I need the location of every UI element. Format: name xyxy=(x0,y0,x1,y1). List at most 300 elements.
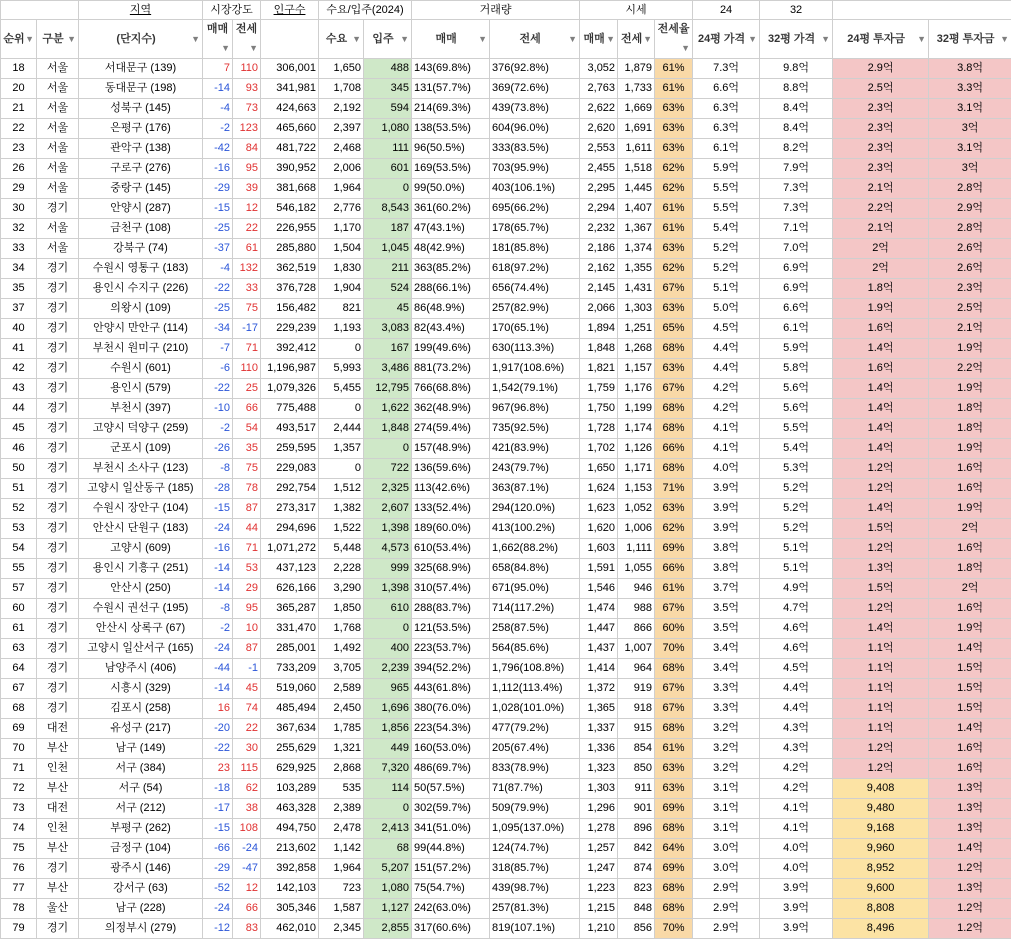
cell-demand[interactable]: 1,785 xyxy=(319,719,364,739)
cell-p32[interactable]: 6.9억 xyxy=(760,279,833,299)
cell-p32[interactable]: 5.2억 xyxy=(760,479,833,499)
cell-trade_j[interactable]: 630(113.3%) xyxy=(490,339,580,359)
cell-p32[interactable]: 5.6억 xyxy=(760,379,833,399)
cell-type[interactable]: 경기 xyxy=(37,319,79,339)
cell-p24[interactable]: 3.1억 xyxy=(693,799,760,819)
cell-i24[interactable]: 1.1억 xyxy=(833,679,929,699)
cell-js[interactable]: 95 xyxy=(233,159,261,179)
cell-trade_j[interactable]: 294(120.0%) xyxy=(490,499,580,519)
cell-p24[interactable]: 5.1억 xyxy=(693,279,760,299)
cell-i32[interactable]: 1.2억 xyxy=(929,899,1011,919)
cell-ms[interactable]: -44 xyxy=(203,659,233,679)
cell-js[interactable]: -1 xyxy=(233,659,261,679)
cell-type[interactable]: 부산 xyxy=(37,839,79,859)
cell-type[interactable]: 경기 xyxy=(37,419,79,439)
cell-rank[interactable]: 73 xyxy=(1,799,37,819)
cell-i32[interactable]: 3억 xyxy=(929,159,1011,179)
cell-js[interactable]: 83 xyxy=(233,919,261,939)
cell-pop[interactable]: 376,728 xyxy=(261,279,319,299)
cell-ms[interactable]: -28 xyxy=(203,479,233,499)
cell-price_s[interactable]: 1,337 xyxy=(580,719,618,739)
cell-type[interactable]: 경기 xyxy=(37,519,79,539)
cell-rank[interactable]: 30 xyxy=(1,199,37,219)
cell-p24[interactable]: 4.1억 xyxy=(693,439,760,459)
cell-trade_s[interactable]: 82(43.4%) xyxy=(412,319,490,339)
cell-js[interactable]: 108 xyxy=(233,819,261,839)
cell-trade_s[interactable]: 136(59.6%) xyxy=(412,459,490,479)
cell-price_s[interactable]: 1,624 xyxy=(580,479,618,499)
cell-p24[interactable]: 3.0억 xyxy=(693,839,760,859)
cell-price_s[interactable]: 1,447 xyxy=(580,619,618,639)
cell-ratio[interactable]: 68% xyxy=(655,879,693,899)
cell-trade_s[interactable]: 223(54.3%) xyxy=(412,719,490,739)
cell-supply[interactable]: 2,413 xyxy=(364,819,412,839)
cell-demand[interactable]: 2,589 xyxy=(319,679,364,699)
cell-ms[interactable]: -34 xyxy=(203,319,233,339)
cell-p32[interactable]: 7.1억 xyxy=(760,219,833,239)
cell-i32[interactable]: 1.3억 xyxy=(929,879,1011,899)
cell-ratio[interactable]: 69% xyxy=(655,539,693,559)
cell-p24[interactable]: 3.0억 xyxy=(693,859,760,879)
cell-p32[interactable]: 4.3억 xyxy=(760,739,833,759)
cell-trade_s[interactable]: 394(52.2%) xyxy=(412,659,490,679)
cell-supply[interactable]: 211 xyxy=(364,259,412,279)
cell-type[interactable]: 경기 xyxy=(37,859,79,879)
cell-type[interactable]: 부산 xyxy=(37,879,79,899)
cell-price_s[interactable]: 1,848 xyxy=(580,339,618,359)
cell-demand[interactable]: 1,964 xyxy=(319,859,364,879)
cell-rank[interactable]: 54 xyxy=(1,539,37,559)
cell-price_j[interactable]: 1,518 xyxy=(618,159,655,179)
cell-price_s[interactable]: 1,223 xyxy=(580,879,618,899)
cell-pop[interactable]: 1,196,987 xyxy=(261,359,319,379)
cell-price_s[interactable]: 1,323 xyxy=(580,759,618,779)
cell-p32[interactable]: 8.2억 xyxy=(760,139,833,159)
column-header-p24[interactable] xyxy=(693,20,760,59)
region-group-header[interactable]: 지역 xyxy=(79,1,203,20)
cell-trade_j[interactable]: 671(95.0%) xyxy=(490,579,580,599)
cell-i32[interactable]: 1.5억 xyxy=(929,679,1011,699)
cell-rank[interactable]: 26 xyxy=(1,159,37,179)
cell-price_j[interactable]: 964 xyxy=(618,659,655,679)
cell-i32[interactable]: 1.6억 xyxy=(929,479,1011,499)
cell-demand[interactable]: 2,389 xyxy=(319,799,364,819)
cell-js[interactable]: 123 xyxy=(233,119,261,139)
cell-p32[interactable]: 7.9억 xyxy=(760,159,833,179)
cell-price_j[interactable]: 919 xyxy=(618,679,655,699)
cell-trade_s[interactable]: 310(57.4%) xyxy=(412,579,490,599)
cell-price_s[interactable]: 2,162 xyxy=(580,259,618,279)
cell-p24[interactable]: 4.5억 xyxy=(693,319,760,339)
cell-region[interactable]: 수원시 (601) xyxy=(79,359,203,379)
cell-i24[interactable]: 1.3억 xyxy=(833,559,929,579)
cell-ms[interactable]: -2 xyxy=(203,419,233,439)
cell-demand[interactable]: 2,468 xyxy=(319,139,364,159)
cell-trade_j[interactable]: 333(83.5%) xyxy=(490,139,580,159)
cell-trade_s[interactable]: 766(68.8%) xyxy=(412,379,490,399)
cell-region[interactable]: 의왕시 (109) xyxy=(79,299,203,319)
cell-ratio[interactable]: 69% xyxy=(655,859,693,879)
cell-pop[interactable]: 733,209 xyxy=(261,659,319,679)
cell-region[interactable]: 금천구 (108) xyxy=(79,219,203,239)
cell-p24[interactable]: 3.8억 xyxy=(693,559,760,579)
cell-i24[interactable]: 1.5억 xyxy=(833,519,929,539)
cell-ms[interactable]: -22 xyxy=(203,379,233,399)
cell-p24[interactable]: 4.0억 xyxy=(693,459,760,479)
cell-js[interactable]: 38 xyxy=(233,799,261,819)
cell-pop[interactable]: 292,754 xyxy=(261,479,319,499)
cell-ms[interactable]: -7 xyxy=(203,339,233,359)
column-header-price_j[interactable] xyxy=(618,20,655,59)
filter-icon[interactable]: ▼ xyxy=(606,30,615,49)
cell-price_s[interactable]: 2,186 xyxy=(580,239,618,259)
cell-trade_s[interactable]: 363(85.2%) xyxy=(412,259,490,279)
cell-trade_s[interactable]: 362(48.9%) xyxy=(412,399,490,419)
cell-js[interactable]: -24 xyxy=(233,839,261,859)
cell-p24[interactable]: 7.3억 xyxy=(693,59,760,79)
column-header-price_s[interactable] xyxy=(580,20,618,59)
cell-rank[interactable]: 50 xyxy=(1,459,37,479)
cell-rank[interactable]: 70 xyxy=(1,739,37,759)
cell-rank[interactable]: 64 xyxy=(1,659,37,679)
cell-region[interactable]: 안산시 단원구 (183) xyxy=(79,519,203,539)
cell-ms[interactable]: -66 xyxy=(203,839,233,859)
cell-i24[interactable]: 1.2억 xyxy=(833,759,929,779)
cell-trade_s[interactable]: 881(73.2%) xyxy=(412,359,490,379)
cell-region[interactable]: 서구 (212) xyxy=(79,799,203,819)
cell-supply[interactable]: 1,080 xyxy=(364,879,412,899)
cell-pop[interactable]: 390,952 xyxy=(261,159,319,179)
cell-pop[interactable]: 1,079,326 xyxy=(261,379,319,399)
cell-trade_j[interactable]: 658(84.8%) xyxy=(490,559,580,579)
cell-trade_j[interactable]: 178(65.7%) xyxy=(490,219,580,239)
column-header-p32[interactable] xyxy=(760,20,833,59)
cell-trade_s[interactable]: 380(76.0%) xyxy=(412,699,490,719)
cell-trade_s[interactable]: 121(53.5%) xyxy=(412,619,490,639)
cell-price_s[interactable]: 2,763 xyxy=(580,79,618,99)
cell-region[interactable]: 남구 (149) xyxy=(79,739,203,759)
cell-trade_s[interactable]: 325(68.9%) xyxy=(412,559,490,579)
cell-type[interactable]: 서울 xyxy=(37,219,79,239)
cell-i32[interactable]: 2.2억 xyxy=(929,359,1011,379)
cell-type[interactable]: 부산 xyxy=(37,739,79,759)
cell-rank[interactable]: 34 xyxy=(1,259,37,279)
cell-i24[interactable]: 1.4억 xyxy=(833,619,929,639)
cell-i24[interactable]: 2.3억 xyxy=(833,119,929,139)
cell-ratio[interactable]: 62% xyxy=(655,159,693,179)
cell-p32[interactable]: 4.0억 xyxy=(760,839,833,859)
cell-pop[interactable]: 629,925 xyxy=(261,759,319,779)
cell-pop[interactable]: 341,981 xyxy=(261,79,319,99)
cell-price_s[interactable]: 2,455 xyxy=(580,159,618,179)
cell-pop[interactable]: 463,328 xyxy=(261,799,319,819)
cell-price_s[interactable]: 1,728 xyxy=(580,419,618,439)
cell-ratio[interactable]: 68% xyxy=(655,339,693,359)
cell-pop[interactable]: 103,289 xyxy=(261,779,319,799)
cell-region[interactable]: 서구 (384) xyxy=(79,759,203,779)
cell-price_j[interactable]: 1,153 xyxy=(618,479,655,499)
cell-demand[interactable]: 1,830 xyxy=(319,259,364,279)
cell-ms[interactable]: -2 xyxy=(203,119,233,139)
cell-price_s[interactable]: 1,215 xyxy=(580,899,618,919)
cell-p24[interactable]: 5.5억 xyxy=(693,179,760,199)
cell-i24[interactable]: 1.4억 xyxy=(833,399,929,419)
cell-rank[interactable]: 51 xyxy=(1,479,37,499)
cell-type[interactable]: 경기 xyxy=(37,499,79,519)
cell-p24[interactable]: 5.2억 xyxy=(693,259,760,279)
cell-supply[interactable]: 1,080 xyxy=(364,119,412,139)
cell-supply[interactable]: 1,622 xyxy=(364,399,412,419)
cell-trade_s[interactable]: 486(69.7%) xyxy=(412,759,490,779)
cell-js[interactable]: 87 xyxy=(233,499,261,519)
cell-p24[interactable]: 4.2억 xyxy=(693,379,760,399)
cell-price_s[interactable]: 1,623 xyxy=(580,499,618,519)
cell-rank[interactable]: 55 xyxy=(1,559,37,579)
cell-i32[interactable]: 2억 xyxy=(929,579,1011,599)
cell-js[interactable]: 74 xyxy=(233,699,261,719)
cell-trade_s[interactable]: 151(57.2%) xyxy=(412,859,490,879)
cell-trade_j[interactable]: 1,095(137.0%) xyxy=(490,819,580,839)
cell-p24[interactable]: 3.2억 xyxy=(693,719,760,739)
cell-region[interactable]: 고양시 덕양구 (259) xyxy=(79,419,203,439)
cell-demand[interactable]: 2,006 xyxy=(319,159,364,179)
cell-trade_j[interactable]: 477(79.2%) xyxy=(490,719,580,739)
cell-demand[interactable]: 1,512 xyxy=(319,479,364,499)
cell-trade_j[interactable]: 363(87.1%) xyxy=(490,479,580,499)
cell-demand[interactable]: 3,290 xyxy=(319,579,364,599)
cell-demand[interactable]: 2,397 xyxy=(319,119,364,139)
cell-demand[interactable]: 1,382 xyxy=(319,499,364,519)
cell-i24[interactable]: 2.9억 xyxy=(833,59,929,79)
cell-i32[interactable]: 1.6억 xyxy=(929,599,1011,619)
cell-ms[interactable]: -12 xyxy=(203,919,233,939)
cell-type[interactable]: 경기 xyxy=(37,539,79,559)
cell-i24[interactable]: 8,808 xyxy=(833,899,929,919)
cell-trade_j[interactable]: 413(100.2%) xyxy=(490,519,580,539)
cell-price_j[interactable]: 866 xyxy=(618,619,655,639)
cell-rank[interactable]: 18 xyxy=(1,59,37,79)
cell-trade_j[interactable]: 257(82.9%) xyxy=(490,299,580,319)
cell-supply[interactable]: 2,607 xyxy=(364,499,412,519)
cell-region[interactable]: 서구 (54) xyxy=(79,779,203,799)
cell-trade_j[interactable]: 205(67.4%) xyxy=(490,739,580,759)
cell-ms[interactable]: -24 xyxy=(203,639,233,659)
filter-icon[interactable]: ▼ xyxy=(400,30,409,49)
cell-price_s[interactable]: 1,372 xyxy=(580,679,618,699)
cell-ms[interactable]: -4 xyxy=(203,99,233,119)
cell-trade_s[interactable]: 189(60.0%) xyxy=(412,519,490,539)
cell-demand[interactable]: 1,321 xyxy=(319,739,364,759)
cell-i24[interactable]: 1.1억 xyxy=(833,719,929,739)
cell-trade_s[interactable]: 99(44.8%) xyxy=(412,839,490,859)
cell-price_j[interactable]: 874 xyxy=(618,859,655,879)
cell-ratio[interactable]: 62% xyxy=(655,519,693,539)
cell-js[interactable]: 71 xyxy=(233,339,261,359)
supply-group-header[interactable]: 수요/입주(2024) xyxy=(319,1,412,20)
cell-p24[interactable]: 3.8억 xyxy=(693,539,760,559)
cell-trade_j[interactable]: 703(95.9%) xyxy=(490,159,580,179)
cell-js[interactable]: 66 xyxy=(233,899,261,919)
cell-i32[interactable]: 3.1억 xyxy=(929,139,1011,159)
cell-rank[interactable]: 67 xyxy=(1,679,37,699)
cell-pop[interactable]: 365,287 xyxy=(261,599,319,619)
cell-pop[interactable]: 306,001 xyxy=(261,59,319,79)
cell-ratio[interactable]: 63% xyxy=(655,299,693,319)
cell-type[interactable]: 경기 xyxy=(37,919,79,939)
cell-demand[interactable]: 5,993 xyxy=(319,359,364,379)
cell-price_j[interactable]: 1,367 xyxy=(618,219,655,239)
cell-price_j[interactable]: 1,691 xyxy=(618,119,655,139)
cell-trade_s[interactable]: 113(42.6%) xyxy=(412,479,490,499)
cell-i24[interactable]: 9,480 xyxy=(833,799,929,819)
cell-price_s[interactable]: 1,759 xyxy=(580,379,618,399)
cell-trade_s[interactable]: 214(69.3%) xyxy=(412,99,490,119)
cell-pop[interactable]: 255,629 xyxy=(261,739,319,759)
cell-p32[interactable]: 4.6억 xyxy=(760,639,833,659)
cell-trade_j[interactable]: 1,662(88.2%) xyxy=(490,539,580,559)
cell-p32[interactable]: 4.3억 xyxy=(760,719,833,739)
cell-type[interactable]: 서울 xyxy=(37,119,79,139)
cell-p32[interactable]: 4.0억 xyxy=(760,859,833,879)
cell-pop[interactable]: 493,517 xyxy=(261,419,319,439)
cell-i24[interactable]: 1.8억 xyxy=(833,279,929,299)
cell-i32[interactable]: 1.8억 xyxy=(929,399,1011,419)
cell-ratio[interactable]: 70% xyxy=(655,639,693,659)
cell-ratio[interactable]: 71% xyxy=(655,479,693,499)
cell-trade_s[interactable]: 47(43.1%) xyxy=(412,219,490,239)
cell-region[interactable]: 안산시 상록구 (67) xyxy=(79,619,203,639)
cell-rank[interactable]: 74 xyxy=(1,819,37,839)
cell-price_s[interactable]: 1,821 xyxy=(580,359,618,379)
cell-ratio[interactable]: 67% xyxy=(655,379,693,399)
cell-i32[interactable]: 1.5억 xyxy=(929,699,1011,719)
cell-demand[interactable]: 1,904 xyxy=(319,279,364,299)
cell-rank[interactable]: 53 xyxy=(1,519,37,539)
cell-trade_j[interactable]: 1,796(108.8%) xyxy=(490,659,580,679)
cell-p24[interactable]: 3.4억 xyxy=(693,659,760,679)
cell-pop[interactable]: 229,083 xyxy=(261,459,319,479)
cell-trade_j[interactable]: 735(92.5%) xyxy=(490,419,580,439)
cell-pop[interactable]: 273,317 xyxy=(261,499,319,519)
cell-demand[interactable]: 1,142 xyxy=(319,839,364,859)
cell-region[interactable]: 수원시 권선구 (195) xyxy=(79,599,203,619)
cell-i32[interactable]: 1.8억 xyxy=(929,419,1011,439)
cell-region[interactable]: 용인시 수지구 (226) xyxy=(79,279,203,299)
cell-rank[interactable]: 57 xyxy=(1,579,37,599)
cell-type[interactable]: 경기 xyxy=(37,399,79,419)
cell-js[interactable]: 33 xyxy=(233,279,261,299)
cell-js[interactable]: 35 xyxy=(233,439,261,459)
cell-trade_j[interactable]: 124(74.7%) xyxy=(490,839,580,859)
cell-ms[interactable]: -14 xyxy=(203,679,233,699)
cell-ratio[interactable]: 61% xyxy=(655,219,693,239)
cell-i24[interactable]: 1.6억 xyxy=(833,319,929,339)
n32-header[interactable]: 32 xyxy=(760,1,833,20)
cell-i32[interactable]: 1.9억 xyxy=(929,439,1011,459)
cell-demand[interactable]: 2,478 xyxy=(319,819,364,839)
cell-region[interactable]: 의정부시 (279) xyxy=(79,919,203,939)
cell-supply[interactable]: 114 xyxy=(364,779,412,799)
cell-supply[interactable]: 111 xyxy=(364,139,412,159)
cell-js[interactable]: 75 xyxy=(233,299,261,319)
cell-js[interactable]: 44 xyxy=(233,519,261,539)
column-header-region[interactable] xyxy=(79,20,203,59)
cell-p24[interactable]: 3.3억 xyxy=(693,679,760,699)
cell-i24[interactable]: 9,960 xyxy=(833,839,929,859)
cell-p24[interactable]: 3.5억 xyxy=(693,619,760,639)
cell-p32[interactable]: 5.1억 xyxy=(760,559,833,579)
cell-rank[interactable]: 69 xyxy=(1,719,37,739)
cell-trade_j[interactable]: 695(66.2%) xyxy=(490,199,580,219)
cell-demand[interactable]: 2,345 xyxy=(319,919,364,939)
cell-p32[interactable]: 3.9억 xyxy=(760,919,833,939)
cell-trade_j[interactable]: 170(65.1%) xyxy=(490,319,580,339)
cell-supply[interactable]: 4,573 xyxy=(364,539,412,559)
cell-trade_s[interactable]: 75(54.7%) xyxy=(412,879,490,899)
cell-trade_j[interactable]: 819(107.1%) xyxy=(490,919,580,939)
cell-price_s[interactable]: 2,145 xyxy=(580,279,618,299)
cell-price_j[interactable]: 1,126 xyxy=(618,439,655,459)
cell-demand[interactable]: 1,170 xyxy=(319,219,364,239)
cell-p24[interactable]: 3.1억 xyxy=(693,819,760,839)
cell-ms[interactable]: 16 xyxy=(203,699,233,719)
cell-type[interactable]: 경기 xyxy=(37,639,79,659)
cell-i32[interactable]: 1.4억 xyxy=(929,839,1011,859)
cell-type[interactable]: 경기 xyxy=(37,559,79,579)
cell-i32[interactable]: 3.1억 xyxy=(929,99,1011,119)
cell-p24[interactable]: 6.3억 xyxy=(693,99,760,119)
cell-region[interactable]: 관악구 (138) xyxy=(79,139,203,159)
cell-region[interactable]: 부천시 원미구 (210) xyxy=(79,339,203,359)
cell-trade_j[interactable]: 1,917(108.6%) xyxy=(490,359,580,379)
cell-price_j[interactable]: 856 xyxy=(618,919,655,939)
cell-type[interactable]: 경기 xyxy=(37,599,79,619)
cell-type[interactable]: 부산 xyxy=(37,779,79,799)
cell-supply[interactable]: 1,696 xyxy=(364,699,412,719)
cell-i24[interactable]: 1.4억 xyxy=(833,379,929,399)
cell-ratio[interactable]: 68% xyxy=(655,899,693,919)
cell-ms[interactable]: -17 xyxy=(203,799,233,819)
cell-pop[interactable]: 485,494 xyxy=(261,699,319,719)
cell-js[interactable]: 75 xyxy=(233,459,261,479)
cell-ms[interactable]: -4 xyxy=(203,259,233,279)
cell-js[interactable]: 110 xyxy=(233,359,261,379)
cell-supply[interactable]: 965 xyxy=(364,679,412,699)
cell-p24[interactable]: 3.9억 xyxy=(693,479,760,499)
cell-pop[interactable]: 437,123 xyxy=(261,559,319,579)
trade-group-header[interactable]: 거래량 xyxy=(412,1,580,20)
cell-demand[interactable]: 1,587 xyxy=(319,899,364,919)
cell-type[interactable]: 서울 xyxy=(37,159,79,179)
cell-price_j[interactable]: 918 xyxy=(618,699,655,719)
cell-price_s[interactable]: 1,247 xyxy=(580,859,618,879)
cell-pop[interactable]: 392,858 xyxy=(261,859,319,879)
cell-i24[interactable]: 1.4억 xyxy=(833,339,929,359)
cell-ratio[interactable]: 67% xyxy=(655,679,693,699)
cell-trade_j[interactable]: 369(72.6%) xyxy=(490,79,580,99)
cell-demand[interactable]: 1,522 xyxy=(319,519,364,539)
cell-ms[interactable]: -22 xyxy=(203,739,233,759)
cell-js[interactable]: 73 xyxy=(233,99,261,119)
cell-ratio[interactable]: 67% xyxy=(655,599,693,619)
cell-pop[interactable]: 362,519 xyxy=(261,259,319,279)
cell-supply[interactable]: 345 xyxy=(364,79,412,99)
cell-i24[interactable]: 2.3억 xyxy=(833,99,929,119)
cell-supply[interactable]: 722 xyxy=(364,459,412,479)
cell-i32[interactable]: 2.9억 xyxy=(929,199,1011,219)
cell-i24[interactable]: 1.6억 xyxy=(833,359,929,379)
cell-rank[interactable]: 61 xyxy=(1,619,37,639)
